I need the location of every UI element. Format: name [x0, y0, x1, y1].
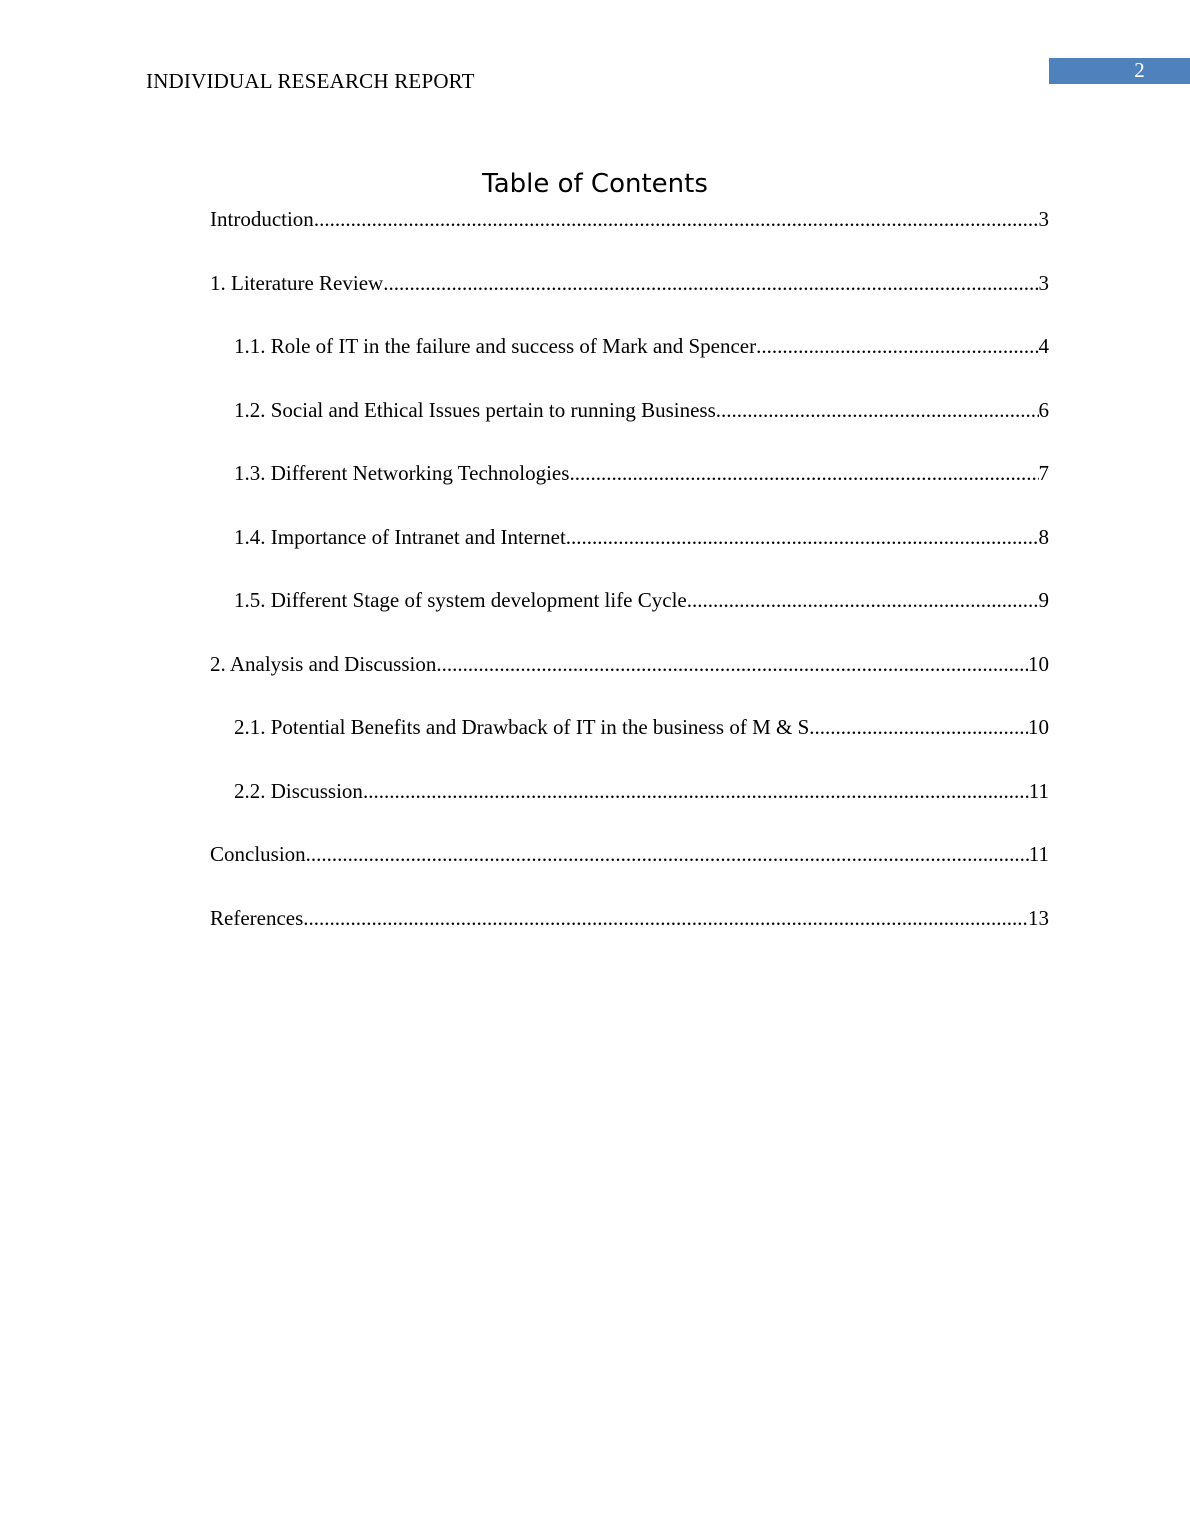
toc-entry-discussion[interactable]	[210, 776, 1049, 840]
toc-entry-title: Introduction	[210, 207, 314, 231]
toc-entry-page: 7	[1038, 461, 1049, 485]
toc-entry-page: 8	[1038, 524, 1049, 549]
toc-entry-page: 13	[1028, 905, 1049, 930]
page-number: 2	[1134, 58, 1145, 82]
toc-entry-title: 2. Analysis and Discussion	[210, 651, 437, 676]
toc-entry-page: 3	[1038, 270, 1049, 295]
toc-entry-page: 4	[1038, 334, 1049, 358]
toc-dot-leader	[314, 204, 1039, 234]
toc-entry-analysis-discussion[interactable]	[210, 649, 1049, 713]
toc-entry-networking-technologies[interactable]	[210, 458, 1049, 522]
toc-dot-leader	[687, 585, 1039, 615]
toc-dot-leader	[566, 522, 1039, 552]
toc-entry-title: 1.2. Social and Ethical Issues pertain to running Business	[234, 397, 716, 422]
toc-entry-title: 1.5. Different Stage of system development life Cycle	[234, 588, 687, 612]
toc-list	[210, 204, 1049, 966]
toc-entry-title: 1.3. Different Networking Technologies	[234, 461, 570, 485]
toc-dot-leader	[383, 268, 1038, 298]
toc-entry-benefits-drawbacks[interactable]	[210, 712, 1049, 776]
toc-entry-title: 1. Literature Review	[210, 270, 384, 295]
toc-entry-title: 1.1. Role of IT in the failure and success of Mark and Spencer	[234, 334, 757, 358]
toc-entry-social-ethical-issues[interactable]	[210, 395, 1049, 459]
toc-entry-conclusion[interactable]	[210, 839, 1049, 903]
toc-dot-leader	[363, 776, 1029, 806]
toc-heading: Table of Contents	[482, 169, 708, 199]
toc-dot-leader	[306, 839, 1029, 869]
toc-entry-title: References	[210, 905, 304, 930]
toc-entry-page: 6	[1038, 397, 1049, 422]
toc-entry-page: 11	[1028, 778, 1049, 803]
running-header-title: INDIVIDUAL RESEARCH REPORT	[146, 69, 475, 93]
toc-entry-page: 3	[1038, 207, 1049, 231]
toc-dot-leader	[303, 903, 1028, 933]
toc-entry-page: 9	[1038, 588, 1049, 612]
toc-dot-leader	[569, 458, 1038, 488]
toc-entry-references[interactable]	[210, 903, 1049, 967]
toc-entry-page: 10	[1028, 715, 1049, 739]
toc-entry-page: 11	[1028, 842, 1049, 866]
toc-entry-literature-review[interactable]	[210, 268, 1049, 332]
toc-entry-page: 10	[1028, 651, 1049, 676]
toc-entry-role-of-it[interactable]	[210, 331, 1049, 395]
toc-entry-sdlc-stages[interactable]	[210, 585, 1049, 649]
toc-dot-leader	[716, 395, 1039, 425]
toc-entry-title: Conclusion	[210, 842, 306, 866]
toc-entry-intranet-internet[interactable]	[210, 522, 1049, 586]
toc-entry-title: 1.4. Importance of Intranet and Internet	[234, 524, 566, 549]
toc-dot-leader	[436, 649, 1028, 679]
toc-dot-leader	[756, 331, 1038, 361]
toc-dot-leader	[809, 712, 1028, 742]
toc-entry-title: 2.2. Discussion	[234, 778, 363, 803]
toc-entry-title: 2.1. Potential Benefits and Drawback of IT in the business of M & S	[234, 715, 810, 739]
page-number-badge	[1049, 58, 1190, 84]
toc-entry-introduction[interactable]	[210, 204, 1049, 268]
